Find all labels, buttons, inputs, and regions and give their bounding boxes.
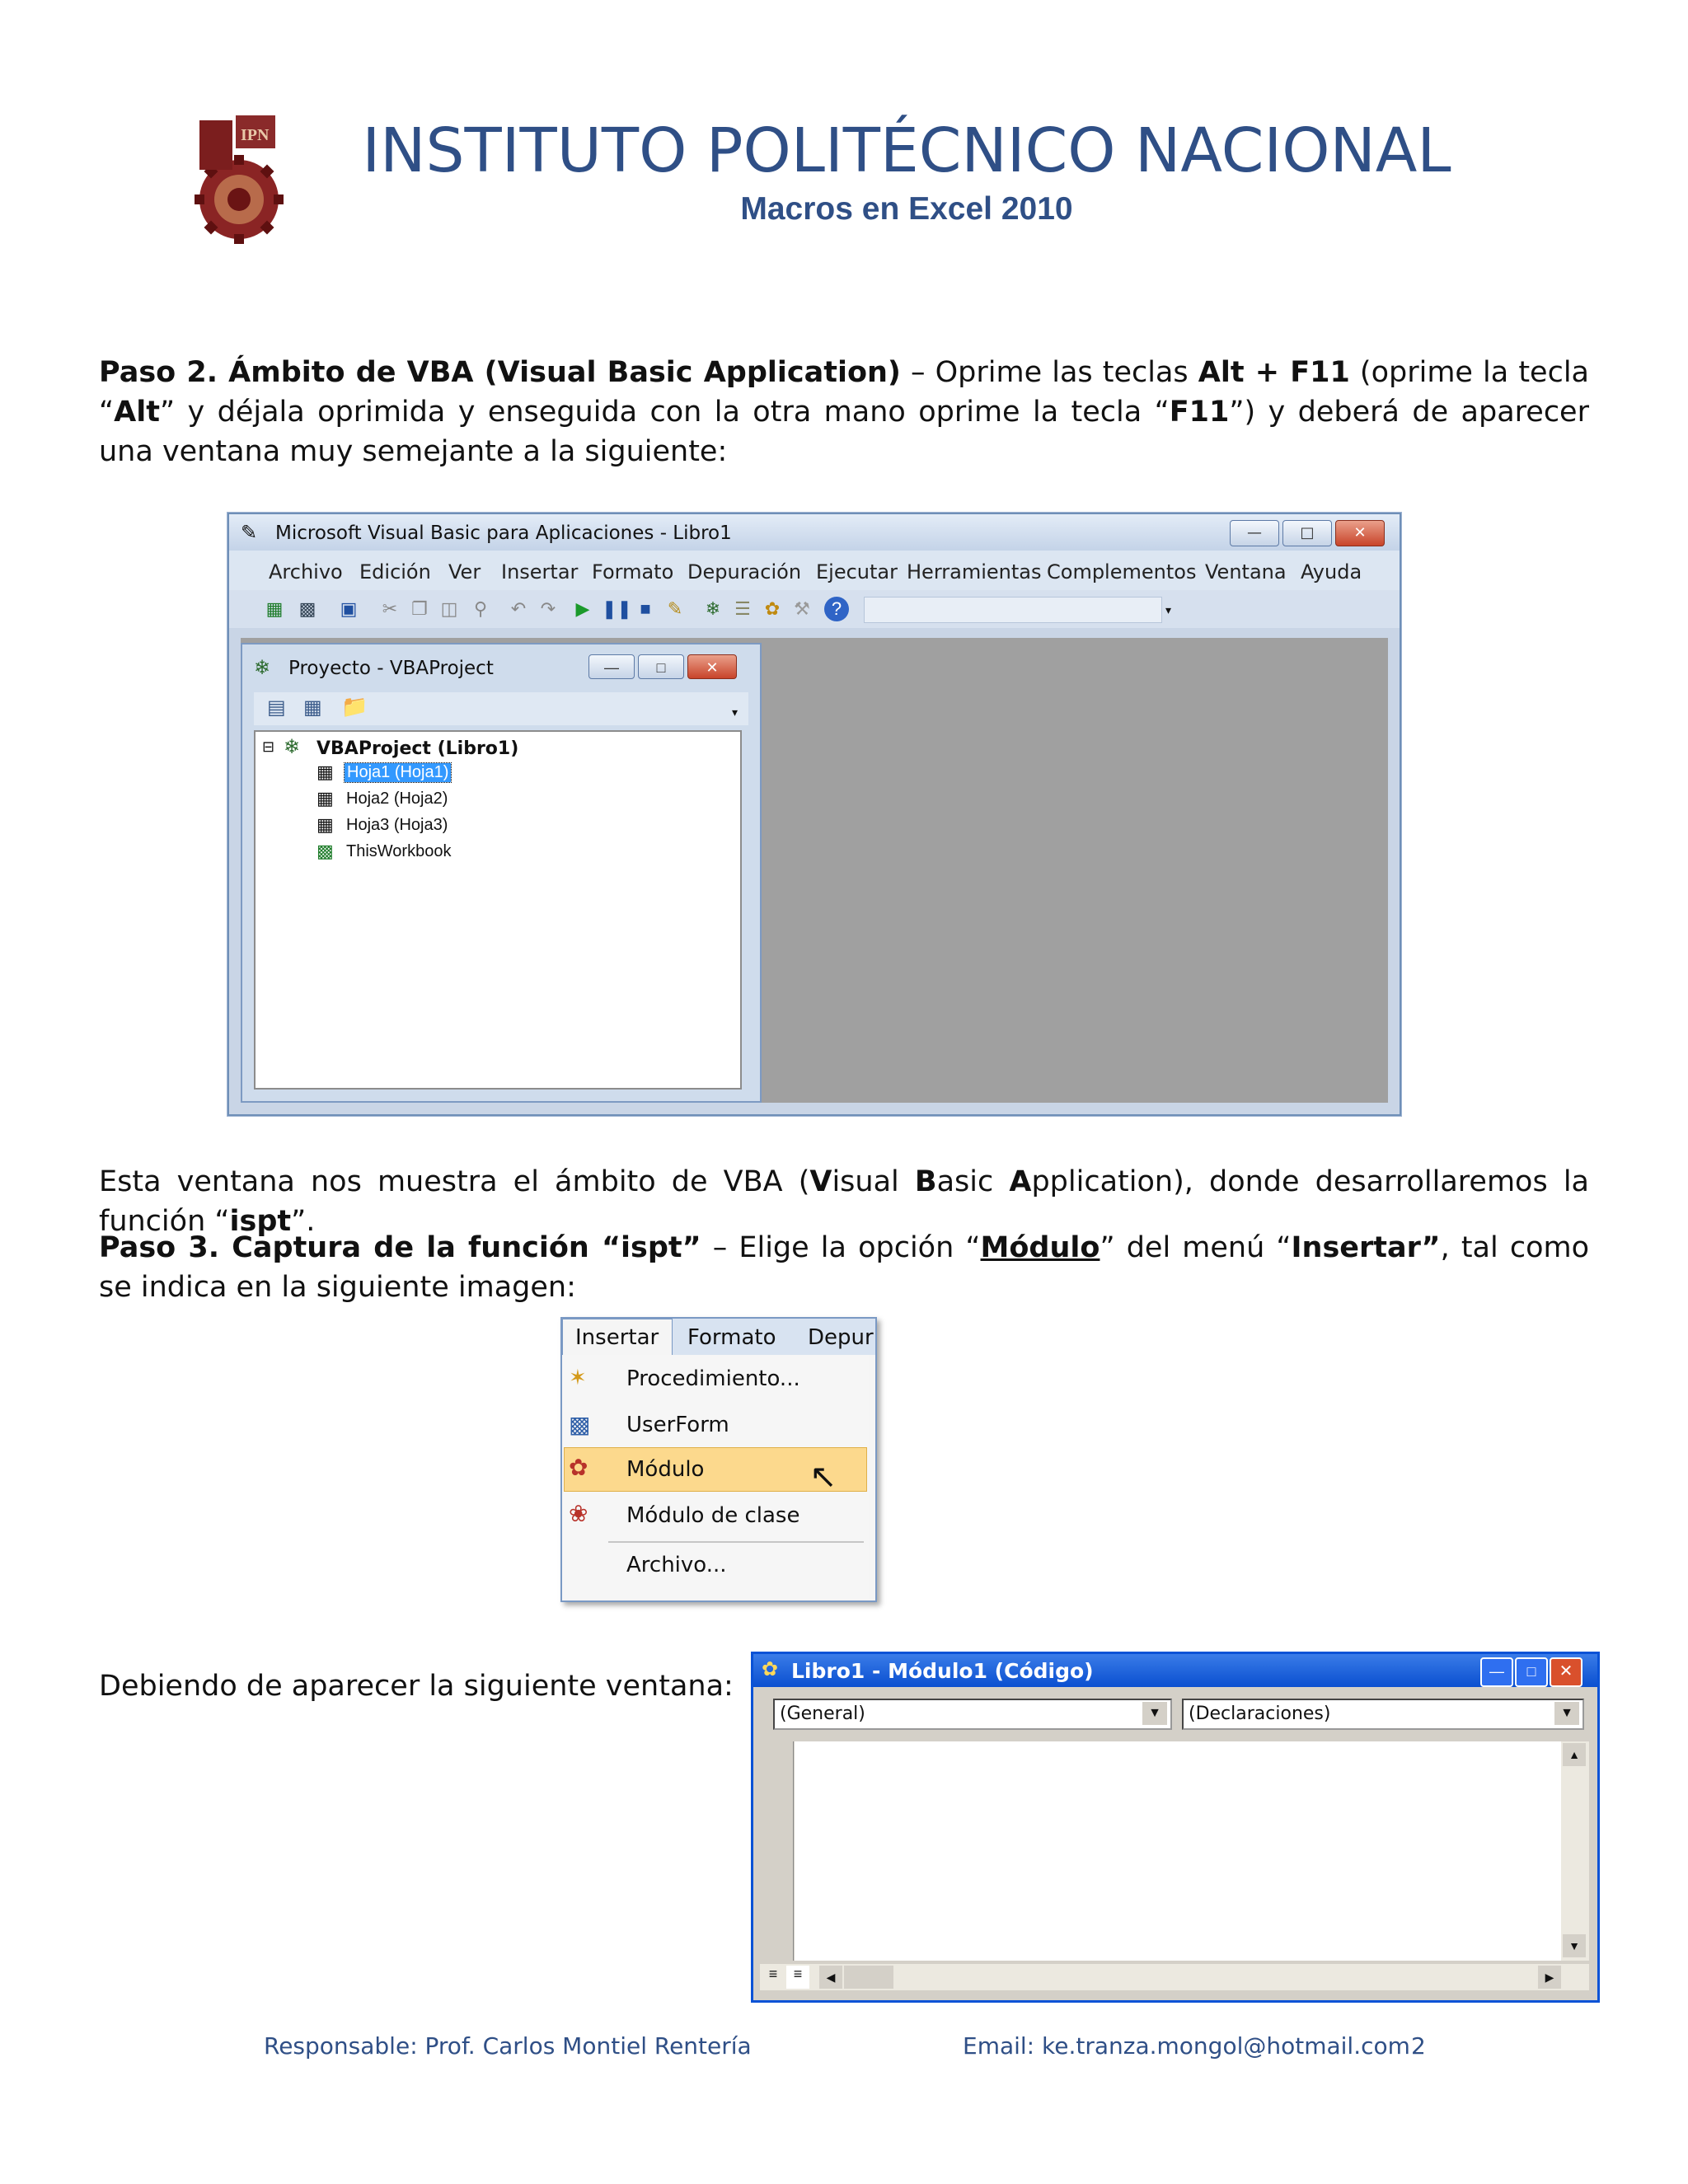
code-window-title: Libro1 - Módulo1 (Código) bbox=[791, 1659, 1094, 1683]
menu-ver[interactable]: Ver bbox=[448, 560, 481, 583]
sheet-icon: ▦ bbox=[316, 762, 334, 782]
toolbar-status-box bbox=[864, 597, 1162, 623]
text: ”. bbox=[291, 1205, 316, 1238]
modulo-text: Módulo bbox=[980, 1231, 1100, 1264]
menu-archivo[interactable]: Archivo bbox=[269, 560, 343, 583]
menu-ayuda[interactable]: Ayuda bbox=[1301, 560, 1362, 583]
vba-titlebar bbox=[229, 514, 1400, 551]
workbook-icon: ▩ bbox=[316, 841, 334, 861]
undo-icon[interactable]: ↶ bbox=[510, 598, 527, 619]
menu-formato[interactable]: Formato bbox=[687, 1325, 776, 1350]
toggle-folders-icon[interactable]: 📁 bbox=[341, 694, 368, 719]
function-name: ispt bbox=[229, 1205, 292, 1238]
tree-root[interactable]: VBAProject (Libro1) bbox=[316, 738, 519, 759]
vertical-scrollbar[interactable] bbox=[1561, 1741, 1589, 1961]
code-editor-area[interactable] bbox=[795, 1741, 1561, 1961]
scroll-down-icon[interactable]: ▼ bbox=[1563, 1934, 1586, 1957]
project-pane-title: Proyecto - VBAProject bbox=[288, 658, 494, 679]
menu-archivo-item[interactable]: Archivo... bbox=[626, 1553, 727, 1577]
scroll-left-icon[interactable]: ◀ bbox=[819, 1966, 842, 1989]
scroll-up-icon[interactable]: ▲ bbox=[1563, 1743, 1586, 1766]
properties-icon[interactable]: ☰ bbox=[734, 598, 751, 619]
menu-insertar-open[interactable]: Insertar bbox=[575, 1325, 659, 1350]
vba-window-title: Microsoft Visual Basic para Aplicaciones - Libro1 bbox=[275, 523, 732, 544]
code-window bbox=[751, 1652, 1600, 2003]
footer-email: Email: ke.tranza.mongol@hotmail.com bbox=[963, 2032, 1410, 2060]
stop-icon[interactable]: ■ bbox=[640, 598, 651, 619]
text: pplication), donde desarrollaremos la función “ bbox=[99, 1165, 1589, 1238]
ipn-logo bbox=[188, 114, 287, 255]
insertar-text: Insertar” bbox=[1291, 1231, 1441, 1264]
module-icon: ✿ bbox=[569, 1455, 588, 1480]
collapse-icon[interactable]: ⊟ bbox=[262, 738, 275, 755]
code-maximize-button[interactable]: □ bbox=[1515, 1657, 1548, 1687]
menu-separator bbox=[608, 1541, 864, 1543]
run-icon[interactable]: ▶ bbox=[575, 598, 590, 619]
sheet-icon: ▦ bbox=[316, 814, 334, 835]
object-combo-value: (General) bbox=[780, 1704, 865, 1724]
vba-toolbar bbox=[229, 590, 1400, 628]
insert-dropdown bbox=[562, 1355, 869, 1599]
procedure-view-icon[interactable]: ≡ bbox=[768, 1966, 778, 1982]
text: (oprime la tecla “ bbox=[99, 356, 1589, 429]
result-intro-text: Debiendo de aparecer la siguiente ventana: bbox=[99, 1670, 734, 1703]
menu-modulo-de-clase[interactable]: Módulo de clase bbox=[626, 1503, 800, 1528]
paste-icon[interactable]: ◫ bbox=[440, 598, 458, 619]
object-combo[interactable] bbox=[773, 1699, 1172, 1730]
procedure-combo-dropdown-icon[interactable]: ▼ bbox=[1554, 1702, 1579, 1725]
object-combo-dropdown-icon[interactable]: ▼ bbox=[1142, 1702, 1167, 1725]
menu-herramientas[interactable]: Herramientas bbox=[907, 560, 1042, 583]
text: ”) y deberá de aparecer una ventana muy semejante a la siguiente: bbox=[99, 396, 1589, 468]
text: Esta ventana nos muestra el ámbito de VBA ( bbox=[99, 1165, 810, 1198]
pane-overflow-icon[interactable]: ▾ bbox=[732, 705, 738, 719]
text: isual bbox=[832, 1165, 915, 1198]
find-icon[interactable]: ⚲ bbox=[473, 598, 488, 619]
toolbar-overflow-icon[interactable]: ▾ bbox=[1165, 603, 1172, 616]
view-code-icon[interactable]: ▤ bbox=[267, 696, 286, 719]
code-titlebar bbox=[753, 1654, 1597, 1687]
close-button[interactable]: ✕ bbox=[1335, 520, 1385, 546]
menu-bar-crop bbox=[562, 1319, 875, 1355]
project-explorer-icon[interactable]: ❄ bbox=[705, 598, 721, 619]
code-minimize-button[interactable]: — bbox=[1480, 1657, 1513, 1687]
menu-edicion[interactable]: Edición bbox=[359, 560, 431, 583]
scroll-right-icon[interactable]: ▶ bbox=[1538, 1966, 1561, 1989]
menu-ventana[interactable]: Ventana bbox=[1205, 560, 1287, 583]
step2-paragraph bbox=[99, 353, 1589, 471]
class-module-icon: ❀ bbox=[569, 1501, 588, 1526]
step2-label: Paso 2. Ámbito de VBA (Visual Basic Application) bbox=[99, 356, 901, 389]
project-pane-toolbar bbox=[254, 692, 748, 725]
text: ” del menú “ bbox=[1100, 1231, 1292, 1264]
tree-item-hoja2[interactable]: Hoja2 (Hoja2) bbox=[346, 790, 448, 808]
step3-label: Paso 3. Captura de la función “ispt” bbox=[99, 1231, 701, 1264]
toolbox-icon[interactable]: ⚒ bbox=[794, 598, 810, 619]
excel-icon[interactable]: ▦ bbox=[265, 598, 284, 619]
menu-insertar[interactable]: Insertar bbox=[501, 560, 579, 583]
horizontal-scrollbar[interactable] bbox=[760, 1964, 1589, 1990]
cut-icon[interactable]: ✂ bbox=[382, 598, 398, 619]
menu-depuracion[interactable]: Depuración bbox=[687, 560, 802, 583]
vba-app-icon: ✎ bbox=[241, 521, 258, 544]
menu-complementos[interactable]: Complementos bbox=[1047, 560, 1197, 583]
design-mode-icon[interactable]: ✎ bbox=[667, 598, 683, 619]
margin-indicator-bar bbox=[760, 1741, 794, 1961]
sheet-icon: ▦ bbox=[316, 788, 334, 808]
module-title-icon: ✿ bbox=[762, 1658, 779, 1680]
alt-key: Alt bbox=[114, 396, 160, 429]
text: V bbox=[809, 1165, 832, 1198]
minimize-button[interactable]: — bbox=[1230, 520, 1279, 546]
footer-responsable: Responsable: Prof. Carlos Montiel Rentería bbox=[264, 2032, 752, 2060]
menu-userform[interactable]: UserForm bbox=[626, 1413, 729, 1437]
view-object-icon[interactable]: ▦ bbox=[303, 696, 322, 719]
pane-close-button[interactable]: ✕ bbox=[687, 654, 737, 679]
menu-depur[interactable]: Depur bbox=[808, 1325, 874, 1350]
save-icon[interactable]: ▣ bbox=[340, 598, 358, 619]
text: A bbox=[1009, 1165, 1032, 1198]
procedure-combo-value: (Declaraciones) bbox=[1189, 1704, 1331, 1724]
pane-maximize-button[interactable]: □ bbox=[638, 654, 684, 679]
tree-item-hoja1[interactable]: Hoja1 (Hoja1) bbox=[345, 763, 451, 782]
menu-ejecutar[interactable]: Ejecutar bbox=[816, 560, 898, 583]
full-module-view-icon[interactable]: ≡ bbox=[786, 1966, 809, 1989]
project-explorer-pane bbox=[241, 643, 762, 1103]
vbaproject-tree-icon: ❄ bbox=[284, 736, 301, 758]
text: ” y déjala oprimida y enseguida con la otra mano oprime la tecla “ bbox=[159, 396, 1170, 429]
procedure-combo[interactable] bbox=[1182, 1699, 1584, 1730]
text: asic bbox=[936, 1165, 1010, 1198]
text: , tal como se indica en la siguiente imagen: bbox=[99, 1231, 1590, 1304]
tree-item-thisworkbook[interactable]: ThisWorkbook bbox=[346, 842, 452, 860]
menu-procedimiento[interactable]: Procedimiento... bbox=[626, 1366, 800, 1391]
menu-formato[interactable]: Formato bbox=[592, 560, 674, 583]
vba-menubar bbox=[229, 551, 1400, 590]
insert-menu-screenshot bbox=[560, 1317, 877, 1602]
pane-minimize-button[interactable]: — bbox=[588, 654, 635, 679]
code-close-button[interactable]: ✕ bbox=[1550, 1657, 1582, 1687]
procedure-icon: ✶ bbox=[569, 1365, 587, 1390]
object-browser-icon[interactable]: ✿ bbox=[764, 598, 781, 619]
mouse-cursor-icon: ↖ bbox=[809, 1459, 837, 1495]
f11-key: F11 bbox=[1169, 396, 1230, 429]
maximize-button[interactable]: □ bbox=[1282, 520, 1332, 546]
institution-title: INSTITUTO POLITÉCNICO NACIONAL bbox=[362, 115, 1451, 186]
keys-text: Alt + F11 bbox=[1198, 356, 1350, 389]
text: – Oprime las teclas bbox=[900, 356, 1198, 389]
tree-item-hoja3[interactable]: Hoja3 (Hoja3) bbox=[346, 816, 448, 834]
help-icon[interactable]: ? bbox=[824, 597, 849, 621]
redo-icon[interactable]: ↷ bbox=[540, 598, 556, 619]
document-subtitle: Macros en Excel 2010 bbox=[740, 191, 1073, 227]
copy-icon[interactable]: ❐ bbox=[411, 598, 428, 619]
insert-userform-icon[interactable]: ▩ bbox=[298, 598, 316, 619]
userform-icon: ▩ bbox=[569, 1412, 591, 1437]
project-tree bbox=[254, 730, 742, 1090]
text: B bbox=[914, 1165, 937, 1198]
vbaproject-icon: ❄ bbox=[254, 657, 271, 679]
text: – Elige la opción “ bbox=[701, 1231, 981, 1264]
page-number: 2 bbox=[1411, 2032, 1426, 2060]
vba-editor-window bbox=[227, 513, 1401, 1116]
pause-icon[interactable]: ❚❚ bbox=[602, 598, 632, 619]
scroll-thumb[interactable] bbox=[844, 1966, 893, 1989]
svg-text:IPN: IPN bbox=[241, 126, 270, 144]
menu-modulo[interactable]: Módulo bbox=[626, 1457, 705, 1482]
step3-paragraph bbox=[99, 1228, 1589, 1307]
